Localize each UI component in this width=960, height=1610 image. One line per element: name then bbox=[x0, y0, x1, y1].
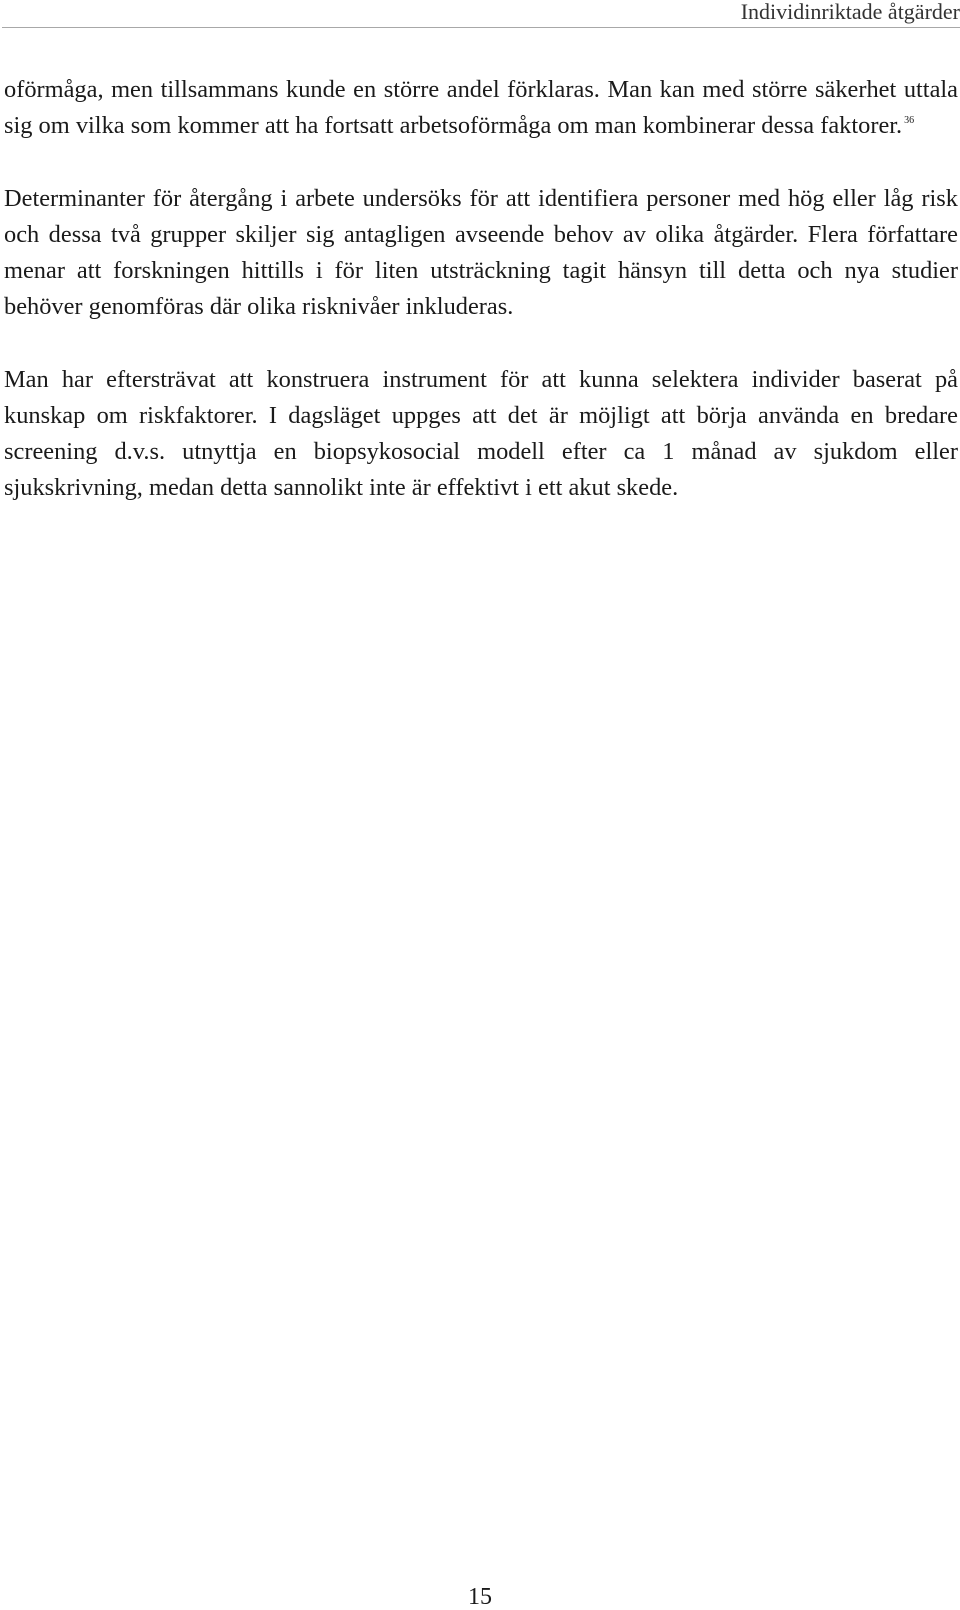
running-header-title: Individinriktade åtgärder bbox=[740, 0, 960, 24]
page-number: 15 bbox=[468, 1584, 492, 1610]
body-text bbox=[4, 72, 958, 543]
paragraph-1 bbox=[4, 72, 958, 144]
footnote-reference[interactable]: 36 bbox=[904, 115, 915, 126]
paragraph-3: Man har eftersträvat att konstruera instrument för att kunna selektera individer baserat på kunskap om riskfaktorer. I dagsläget uppges att det är möjligt att börja använda en bredare screening d.v.s. utnyttja en biopsykosocial modell efter ca 1 månad av sjukdom eller sjukskrivning, medan detta sannolikt inte är effektivt i ett akut skede. bbox=[4, 366, 958, 501]
paragraph-1-text: oförmåga, men tillsammans kunde en större andel förklaras. Man kan med större säkerhet uttala sig om vilka som kommer att ha fortsatt arbetsoförmåga om man kombinerar dessa faktorer. bbox=[4, 76, 958, 139]
header-rule bbox=[2, 27, 960, 28]
paragraph-2: Determinanter för återgång i arbete undersöks för att identifiera personer med hög eller låg risk och dessa två grupper skiljer sig antagligen avseende behov av olika åtgärder. Flera författare menar att forskningen hittills i för liten utsträckning tagit hänsyn till detta och nya studier behöver genomföras där olika risknivåer inkluderas. bbox=[4, 185, 958, 320]
